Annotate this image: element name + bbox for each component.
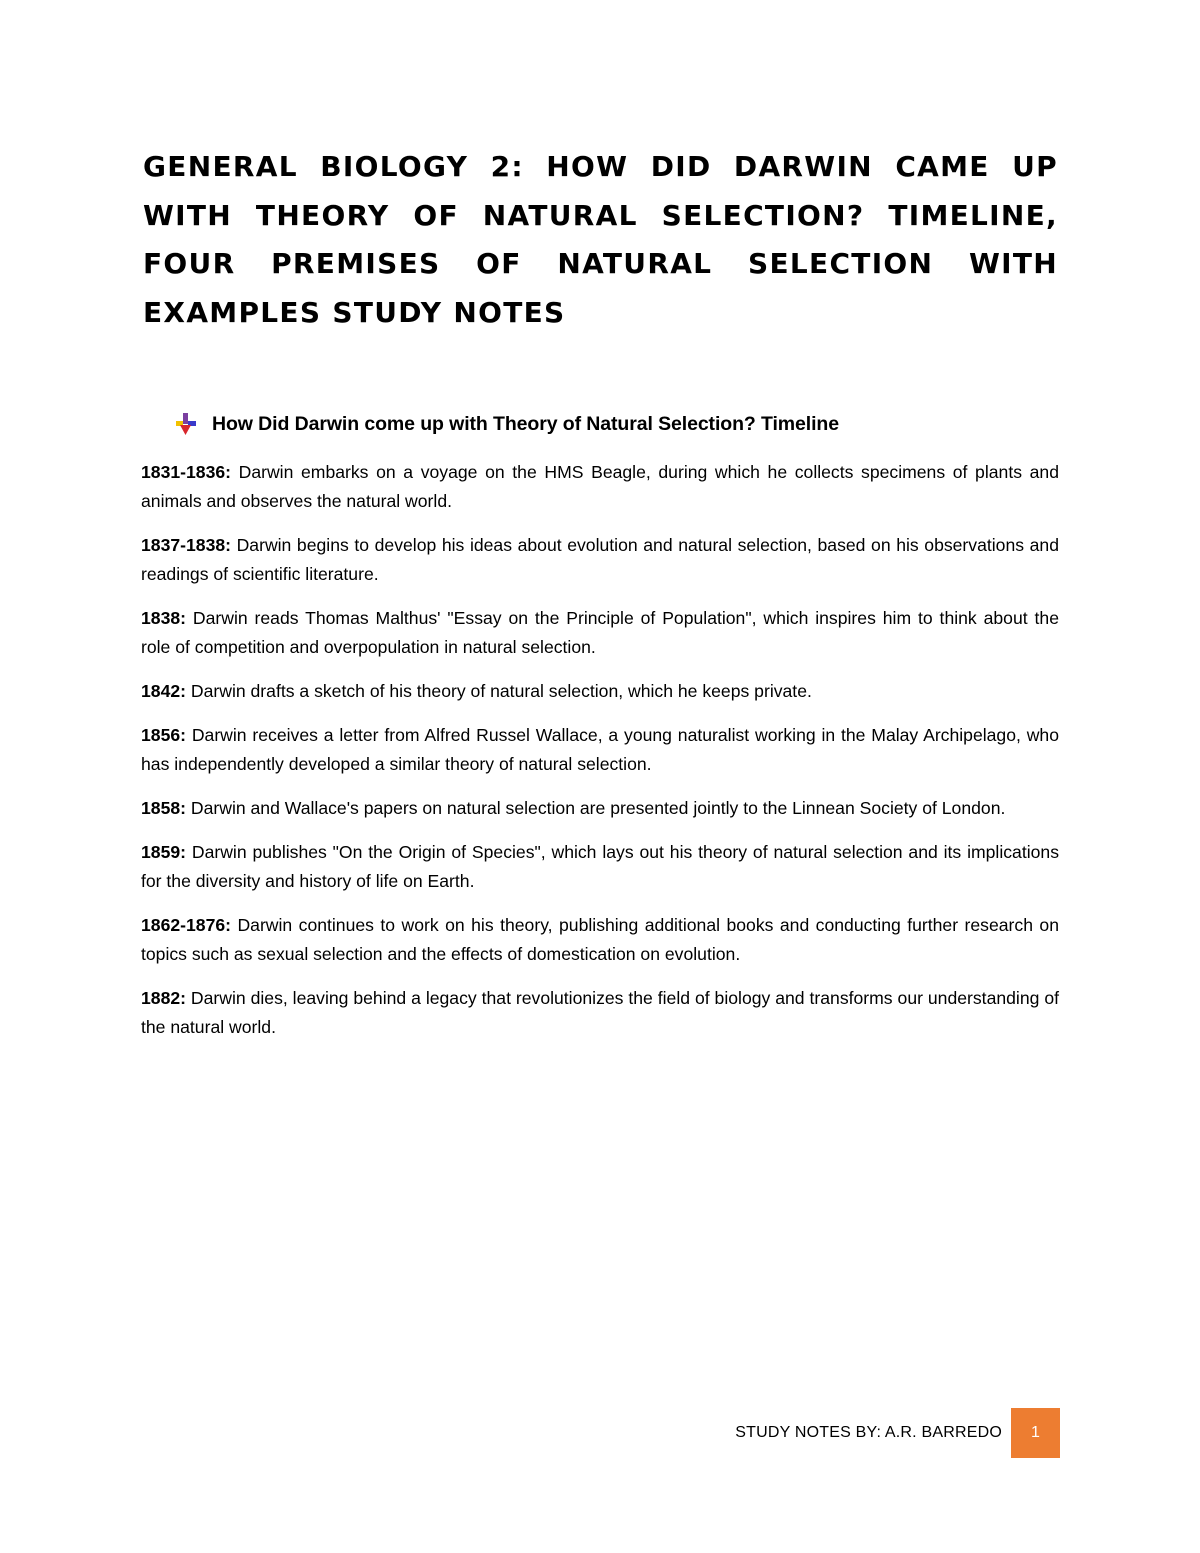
timeline-entry [141,531,1059,589]
timeline-entry [141,984,1059,1042]
timeline-entry [141,677,1059,706]
timeline-year: 1831-1836: [141,462,231,482]
timeline-year: 1837-1838: [141,535,231,555]
timeline-entry [141,911,1059,969]
timeline-text: Darwin embarks on a voyage on the HMS Beagle, during which he collects specimens of plants and animals and observes the natural world. [141,462,1059,511]
timeline-year: 1882: [141,988,186,1008]
timeline-text: Darwin and Wallace's papers on natural selection are presented jointly to the Linnean Society of London. [186,798,1006,818]
timeline-year: 1859: [141,842,186,862]
timeline-text: Darwin dies, leaving behind a legacy that revolutionizes the field of biology and transforms our understanding of the natural world. [141,988,1059,1037]
timeline-year: 1862-1876: [141,915,231,935]
timeline-text: Darwin publishes "On the Origin of Species", which lays out his theory of natural selection and its implications for the diversity and history of life on Earth. [141,842,1059,891]
timeline-entry [141,838,1059,896]
timeline-entry [141,604,1059,662]
timeline-text: Darwin continues to work on his theory, publishing additional books and conducting further research on topics such as sexual selection and the effects of domestication on evolution. [141,915,1059,964]
timeline-text: Darwin reads Thomas Malthus' "Essay on the Principle of Population", which inspires him to think about the role of competition and overpopulation in natural selection. [141,608,1059,657]
page-footer [0,1408,1200,1458]
section-heading-text: How Did Darwin come up with Theory of Natural Selection? Timeline [212,412,839,435]
timeline-entry [141,458,1059,516]
arrow-down-bullet-icon [175,412,197,436]
footer-credit: STUDY NOTES BY: A.R. BARREDO [735,1424,1002,1441]
timeline-year: 1842: [141,681,186,701]
document-title: GENERAL BIOLOGY 2: HOW DID DARWIN CAME UP WITH THEORY OF NATURAL SELECTION? TIMELINE, FOUR PREMISES OF NATURAL SELECTION WITH EXAMPLES STUDY NOTES [143,150,1058,329]
timeline-year: 1858: [141,798,186,818]
timeline-year: 1838: [141,608,186,628]
timeline-entry [141,794,1059,823]
section-heading [175,412,839,436]
timeline-entry [141,721,1059,779]
page-number-badge: 1 [1011,1408,1060,1458]
timeline-text: Darwin begins to develop his ideas about evolution and natural selection, based on his observations and readings of scientific literature. [141,535,1059,584]
timeline-year: 1856: [141,725,186,745]
timeline-text: Darwin receives a letter from Alfred Russel Wallace, a young naturalist working in the Malay Archipelago, who has independently developed a similar theory of natural selection. [141,725,1059,774]
timeline-list [141,458,1059,1057]
timeline-text: Darwin drafts a sketch of his theory of natural selection, which he keeps private. [186,681,812,701]
